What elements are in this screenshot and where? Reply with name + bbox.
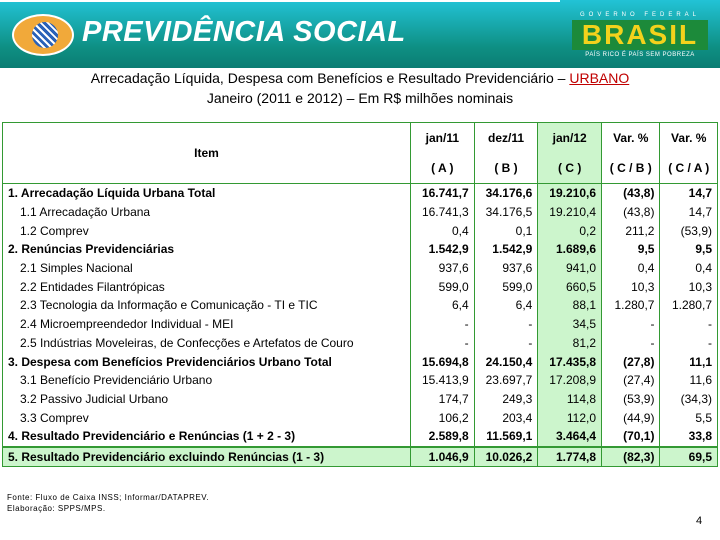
cell-value: 9,5: [660, 240, 718, 259]
elaboration-note: Elaboração: SPPS/MPS.: [7, 504, 106, 513]
title-line1: Arrecadação Líquida, Despesa com Benefícios e Resultado Previdenciário –: [90, 70, 570, 86]
cell-value: (53,9): [602, 390, 660, 409]
cell-value: 11.569,1: [474, 427, 538, 447]
cell-value: 69,5: [660, 447, 718, 467]
table-row: [3, 352, 718, 371]
cell-value: 937,6: [474, 259, 538, 278]
cell-value: -: [602, 315, 660, 334]
cell-value: 0,4: [602, 259, 660, 278]
cell-value: 14,7: [660, 184, 718, 203]
table-row: [3, 277, 718, 296]
column-subheader: ( C / A ): [660, 153, 718, 184]
cell-value: 0,4: [411, 221, 475, 240]
cell-value: 19.210,6: [538, 184, 602, 203]
cell-value: (70,1): [602, 427, 660, 447]
gov-name: BRASIL: [572, 20, 708, 50]
row-label: 3.1 Benefício Previdenciário Urbano: [3, 371, 411, 390]
cell-value: 15.413,9: [411, 371, 475, 390]
row-label: 1.2 Comprev: [3, 221, 411, 240]
cell-value: 15.694,8: [411, 352, 475, 371]
cell-value: 2.589,8: [411, 427, 475, 447]
cell-value: 11,1: [660, 352, 718, 371]
gov-slogan: PAÍS RICO É PAÍS SEM POBREZA: [585, 52, 695, 58]
table-row: [3, 296, 718, 315]
row-label: 2.3 Tecnologia da Informação e Comunicação - TI e TIC: [3, 296, 411, 315]
row-label: 2. Renúncias Previdenciárias: [3, 240, 411, 259]
column-subheader: ( A ): [411, 153, 475, 184]
table-row: [3, 334, 718, 353]
cell-value: 0,1: [474, 221, 538, 240]
cell-value: 249,3: [474, 390, 538, 409]
row-label: 1.1 Arrecadação Urbana: [3, 203, 411, 222]
cell-value: 599,0: [474, 277, 538, 296]
table-row: [3, 221, 718, 240]
table-row: [3, 240, 718, 259]
table-row: [3, 408, 718, 427]
cell-value: 0,4: [660, 259, 718, 278]
cell-value: 10,3: [660, 277, 718, 296]
row-label: 3.2 Passivo Judicial Urbano: [3, 390, 411, 409]
cell-value: 1.046,9: [411, 447, 475, 467]
column-subheader: ( B ): [474, 153, 538, 184]
brand-title: PREVIDÊNCIA SOCIAL: [82, 16, 406, 48]
cell-value: 0,2: [538, 221, 602, 240]
cell-value: 34.176,5: [474, 203, 538, 222]
item-header: Item: [3, 123, 411, 184]
row-label: 2.2 Entidades Filantrópicas: [3, 277, 411, 296]
column-header: jan/12: [538, 123, 602, 154]
cell-value: 1.280,7: [660, 296, 718, 315]
cell-value: 5,5: [660, 408, 718, 427]
row-label: 3. Despesa com Benefícios Previdenciários Urbano Total: [3, 352, 411, 371]
table-row: [3, 184, 718, 203]
cell-value: -: [602, 334, 660, 353]
cell-value: (82,3): [602, 447, 660, 467]
row-label: 2.4 Microempreendedor Individual - MEI: [3, 315, 411, 334]
table-row: [3, 259, 718, 278]
cell-value: 10,3: [602, 277, 660, 296]
cell-value: 10.026,2: [474, 447, 538, 467]
cell-value: (27,4): [602, 371, 660, 390]
page-number: 4: [696, 515, 703, 527]
cell-value: 203,4: [474, 408, 538, 427]
source-note: Fonte: Fluxo de Caixa INSS; Informar/DATAPREV.: [7, 493, 210, 502]
header-banner: [0, 0, 720, 68]
cell-value: 17.435,8: [538, 352, 602, 371]
cell-value: 112,0: [538, 408, 602, 427]
cell-value: 174,7: [411, 390, 475, 409]
cell-value: -: [660, 315, 718, 334]
title-highlight: URBANO: [569, 70, 630, 86]
cell-value: 24.150,4: [474, 352, 538, 371]
row-label: 4. Resultado Previdenciário e Renúncias (1 + 2 - 3): [3, 427, 411, 447]
row-label: 2.5 Indústrias Moveleiras, de Confecções e Artefatos de Couro: [3, 334, 411, 353]
table-row: [3, 447, 718, 467]
column-subheader: ( C ): [538, 153, 602, 184]
cell-value: 937,6: [411, 259, 475, 278]
cell-value: 16.741,3: [411, 203, 475, 222]
page-title: [0, 68, 720, 108]
row-label: 5. Resultado Previdenciário excluindo Renúncias (1 - 3): [3, 447, 411, 467]
footer: [7, 492, 209, 514]
cell-value: -: [660, 334, 718, 353]
cell-value: 33,8: [660, 427, 718, 447]
cell-value: 211,2: [602, 221, 660, 240]
row-label: 3.3 Comprev: [3, 408, 411, 427]
column-header: jan/11: [411, 123, 475, 154]
cell-value: 23.697,7: [474, 371, 538, 390]
cell-value: 9,5: [602, 240, 660, 259]
table-row: [3, 427, 718, 447]
cell-value: 660,5: [538, 277, 602, 296]
cell-value: -: [411, 334, 475, 353]
cell-value: 1.542,9: [411, 240, 475, 259]
cell-value: 6,4: [474, 296, 538, 315]
cell-value: 941,0: [538, 259, 602, 278]
cell-value: (53,9): [660, 221, 718, 240]
divider: [0, 0, 560, 2]
cell-value: 14,7: [660, 203, 718, 222]
table-row: [3, 371, 718, 390]
cell-value: 34.176,6: [474, 184, 538, 203]
column-subheader: ( C / B ): [602, 153, 660, 184]
cell-value: 1.774,8: [538, 447, 602, 467]
table-row: [3, 315, 718, 334]
row-label: 2.1 Simples Nacional: [3, 259, 411, 278]
cell-value: 1.542,9: [474, 240, 538, 259]
cell-value: -: [474, 315, 538, 334]
cell-value: 81,2: [538, 334, 602, 353]
column-header: Var. %: [602, 123, 660, 154]
cell-value: -: [411, 315, 475, 334]
cell-value: 16.741,7: [411, 184, 475, 203]
cell-value: 106,2: [411, 408, 475, 427]
title-line2: Janeiro (2011 e 2012) – Em R$ milhões nominais: [206, 90, 514, 106]
cell-value: -: [474, 334, 538, 353]
cell-value: 11,6: [660, 371, 718, 390]
cell-value: 19.210,4: [538, 203, 602, 222]
row-label: 1. Arrecadação Líquida Urbana Total: [3, 184, 411, 203]
cell-value: 599,0: [411, 277, 475, 296]
cell-value: (43,8): [602, 203, 660, 222]
cell-value: (43,8): [602, 184, 660, 203]
cell-value: 1.280,7: [602, 296, 660, 315]
cell-value: (44,9): [602, 408, 660, 427]
cell-value: 1.689,6: [538, 240, 602, 259]
governo-federal-logo: [572, 12, 708, 58]
previdencia-logo-icon: [12, 14, 74, 56]
cell-value: 6,4: [411, 296, 475, 315]
cell-value: 88,1: [538, 296, 602, 315]
cell-value: (34,3): [660, 390, 718, 409]
gov-top: GOVERNO FEDERAL: [579, 12, 700, 18]
table-row: [3, 390, 718, 409]
cell-value: 17.208,9: [538, 371, 602, 390]
cell-value: 114,8: [538, 390, 602, 409]
table-row: [3, 203, 718, 222]
column-header: Var. %: [660, 123, 718, 154]
cell-value: (27,8): [602, 352, 660, 371]
data-table: [2, 122, 718, 467]
cell-value: 3.464,4: [538, 427, 602, 447]
column-header: dez/11: [474, 123, 538, 154]
cell-value: 34,5: [538, 315, 602, 334]
